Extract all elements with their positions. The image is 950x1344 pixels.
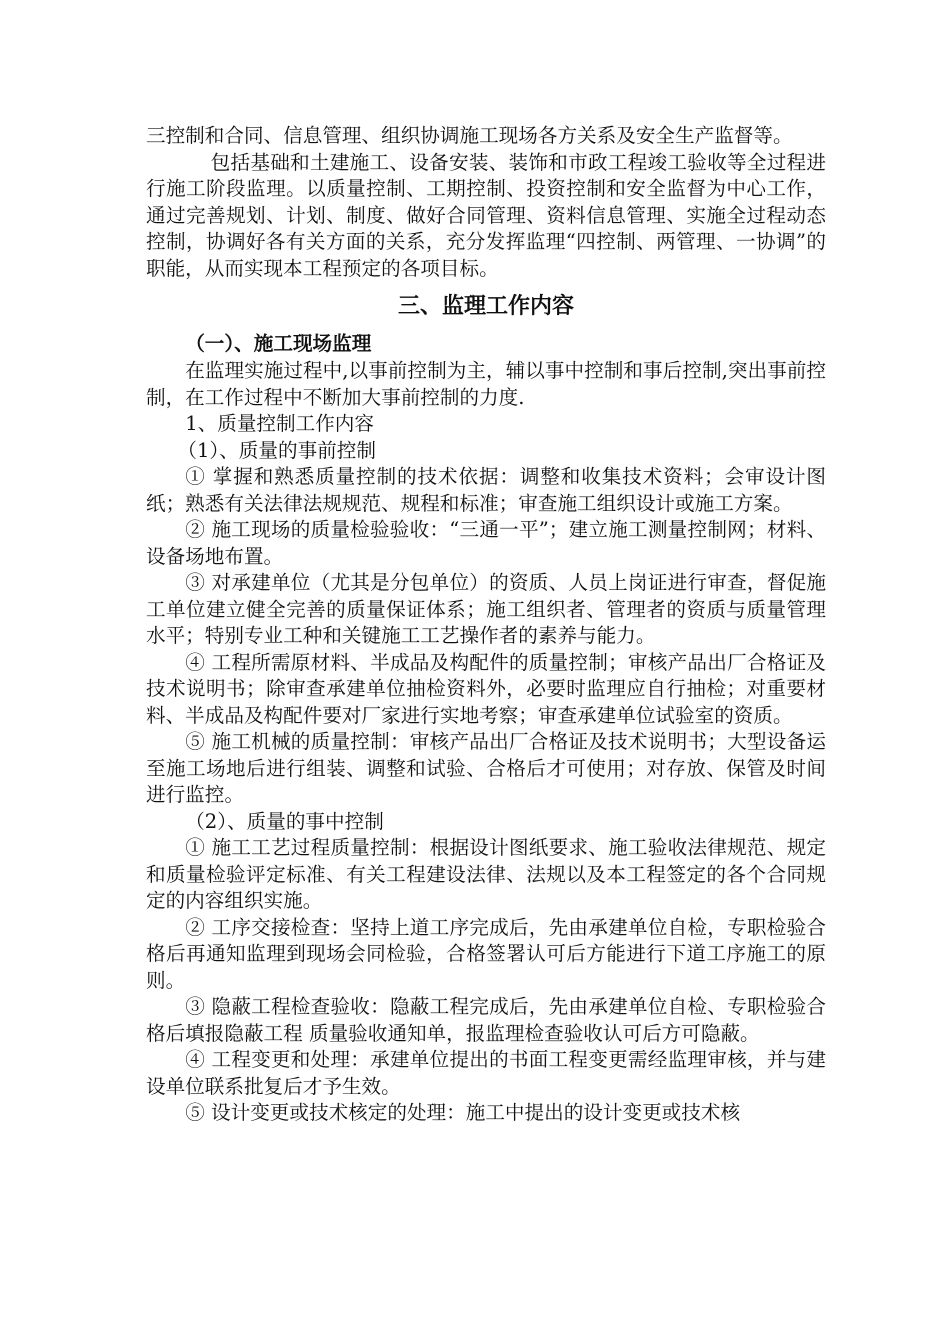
list-item: ⑤ 施工机械的质量控制：审核产品出厂合格证及技术说明书；大型设备运至施工场地后进行组装、调整和试验、合格后才可使用；对存放、保管及时间进行监控。 xyxy=(146,730,826,806)
list-item: ② 工序交接检查：坚持上道工序完成后，先由承建单位自检，专职检验合格后再通知监理到现场会同检验，合格签署认可后方能进行下道工序施工的原则。 xyxy=(146,915,826,992)
list-item: ① 掌握和熟悉质量控制的技术依据：调整和收集技术资料；会审设计图纸；熟悉有关法律法规规范、规程和标准；审查施工组织设计或施工方案。 xyxy=(146,465,826,515)
list-item: ⑤ 设计变更或技术核定的处理：施工中提出的设计变更或技术核 xyxy=(185,1101,741,1124)
list-item: ② 施工现场的质量检验验收：“三通一平”；建立施工测量控制网；材料、设备场地布置。 xyxy=(146,518,826,568)
list-item: ③ 对承建单位（尤其是分包单位）的资质、人员上岗证进行审查，督促施工单位建立健全完善的质量保证体系；施工组织者、管理者的资质与质量管理水平；特别专业工种和关键施工工艺操作者的素养与能力。 xyxy=(146,571,826,647)
list-item: ④ 工程所需原材料、半成品及构配件的质量控制；审核产品出厂合格证及技术说明书；除审查承建单位抽检资料外，必要时监理应自行抽检；对重要材料、半成品及构配件要对厂家进行实地考察；审查承建单位试验室的资质。 xyxy=(146,650,826,727)
paragraph-continuation: 三控制和合同、信息管理、组织协调施工现场各方关系及安全生产监督等。 xyxy=(146,124,793,147)
item-title-quality-control: 1、质量控制工作内容 xyxy=(185,412,374,435)
list-item: ① 施工工艺过程质量控制：根据设计图纸要求、施工验收法律规范、规定和质量检验评定标准、有关工程建设法律、法规以及本工程签定的各个合同规定的内容组织实施。 xyxy=(146,836,826,912)
list-item: ③ 隐蔽工程检查验收：隐蔽工程完成后，先由承建单位自检、专职检验合格后填报隐蔽工程 质量验收通知单，报监理检查验收认可后方可隐蔽。 xyxy=(146,995,826,1045)
paragraph-scope: 包括基础和土建施工、设备安装、装饰和市政工程竣工验收等全过程进行施工阶段监理。以质量控制、工期控制、投资控制和安全监督为中心工作，通过完善规划、计划、制度、做好合同管理、资料信息管理、实施全过程动态控制，协调好各有关方面的关系，充分发挥监理“四控制、两管理、一协调”的职能，从而实现本工程预定的各项目标。 xyxy=(146,150,826,280)
paragraph-intro: 在监理实施过程中,以事前控制为主，辅以事中控制和事后控制,突出事前控制，在工作过程中不断加大事前控制的力度. xyxy=(146,359,826,409)
part-title-pre-control: （1）、质量的事前控制 xyxy=(177,438,376,462)
document-body xyxy=(146,123,826,1127)
section-heading: 三、监理工作内容 xyxy=(397,294,574,319)
part-title-in-process-control: （2）、质量的事中控制 xyxy=(185,809,384,833)
subsection-heading: （一）、施工现场监理 xyxy=(185,332,372,355)
list-item: ④ 工程变更和处理：承建单位提出的书面工程变更需经监理审核，并与建设单位联系批复后才予生效。 xyxy=(146,1048,826,1098)
